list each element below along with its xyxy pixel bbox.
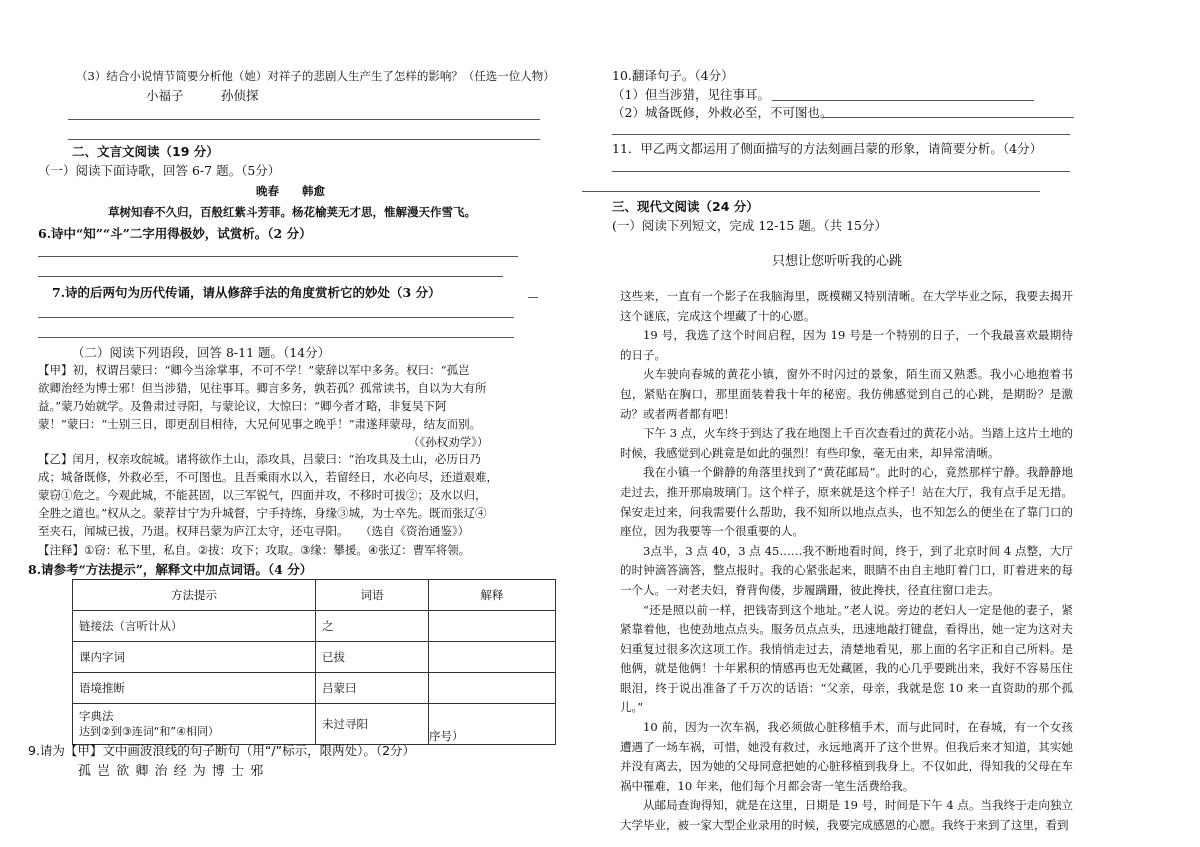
method-detail: 达到②到③连词“和”④相同） xyxy=(79,725,219,738)
answer-line[interactable] xyxy=(68,139,540,140)
section-3-intro: (一）阅读下列短文，完成 12-15 题。（共 15分） xyxy=(612,218,887,233)
table-header-word: 词语 xyxy=(316,580,429,611)
story-body xyxy=(620,287,1073,836)
story-paragraph: 下午 3 点，火车终于到达了我在地图上千百次查看过的黄花小站。当踏上这片土地的时候，我感觉到心跳竟是如此的强烈！有些印象，毫无由来，却异常清晰。 xyxy=(620,426,1073,460)
part-1-intro: （一）阅读下面诗歌，回答 6-7 题。（5分） xyxy=(38,163,281,178)
story-paragraph: 19 号，我选了这个时间启程，因为 19 号是一个特别的日子，一个我最喜欢最期待的日子。 xyxy=(620,328,1073,362)
option-name-2: 孙侦探 xyxy=(221,88,259,103)
left-column xyxy=(28,0,558,847)
part-2-intro: （二）阅读下列语段，回答 8-11 题。（14分） xyxy=(72,345,331,360)
passage-line: 全胜之道也。”权从之。蒙荐甘宁为升城督，宁手持练，身缘③城，为士卒先。既而张辽④ xyxy=(38,506,487,520)
story-paragraph: 10 前，因为一次车祸，我必须做心脏移植手术，而与此同时，在春城，有一个女孩遭遇了一场车祸，可惜，她没有救过，永远地离开了这个世界。但我后来才知道，其实她并没有离去，因为她的父母同意把她的心脏移植到我身上。不仅如此，得知我的父母在车祸中罹难，10 年来，他们每个月都会寄一笔生活费给我。 xyxy=(620,720,1073,793)
table-header-answer: 解释 xyxy=(429,580,556,611)
table-header-method: 方法提示 xyxy=(73,580,316,611)
story-paragraph: “还是照以前一样，把钱寄到这个地址。”老人说。旁边的老妇人一定是他的妻子，紧紧靠着他，也使劲地点点头。服务员点点头，迅速地敲打键盘，看得出，她一定为这对夫妇重复过很多次这项工作。我悄悄走过去，清楚地看见，那上面的名字正和自己所料。是他俩，就是他俩！十年累积的情感再也无处藏匿，我的心几乎要跳出来，我好不容易压住眼泪，终于说出准备了千万次的话语：“父亲，母亲，我就是您 10 来一直资助的那个孤儿。” xyxy=(620,602,1073,715)
passage-line: 【乙】闰月，权亲攻皖城。诸将欲作土山，添攻具，吕蒙曰：“治攻具及土山，必历日乃 xyxy=(38,452,481,466)
table-row xyxy=(73,642,556,673)
passage-source: （《孙权劝学》） xyxy=(408,435,489,449)
answer-line[interactable] xyxy=(582,191,1040,192)
table-row xyxy=(73,611,556,642)
passage-line: 欲卿治经为博士邪！但当涉猎，见往事耳。卿言多务，孰若孤？孤常读书，自以为大有所 xyxy=(38,381,487,395)
word-cell: 已拔 xyxy=(316,642,429,673)
section-3-title: 三、现代文阅读（24 分） xyxy=(612,199,759,214)
method-cell: 链接法（言听计从） xyxy=(73,611,316,642)
word-cell: 之 xyxy=(316,611,429,642)
story-paragraph: 这些来，一直有一个影子在我脑海里，既模糊又特别清晰。在大学毕业之际，我要去揭开这个谜底，完成这个埋藏了十的心愿。 xyxy=(620,289,1073,323)
question-6: 6.诗中“知”“斗”二字用得极妙，试赏析。（2 分） xyxy=(38,226,312,241)
annotations: 【注释】①窃：私下里，私自。②拔：攻下；攻取。③缘：攀援。④张辽：曹军将领。 xyxy=(38,543,471,557)
option-name-1: 小福子 xyxy=(146,88,184,103)
answer-line[interactable] xyxy=(528,297,538,298)
method-cell xyxy=(73,704,316,745)
story-title: 只想让您听听我的心跳 xyxy=(772,254,903,269)
answer-line[interactable] xyxy=(822,117,1074,118)
method-table xyxy=(72,579,556,745)
answer-cell[interactable] xyxy=(429,642,556,673)
passage-line: 至夹石，闻城已拔，乃退。权拜吕蒙为庐江太守，还屯寻阳。 （选自《资治通鉴》） xyxy=(38,524,470,538)
passage-line: 成；城备既修，外救必至，不可图也。且吾乘雨水以入，若留经日，水必向尽，还道艰难， xyxy=(38,470,498,484)
question-9: 9.请为【甲】文中画波浪线的句子断句（用“/”标示，限两处）。（2分） xyxy=(28,743,416,758)
answer-line[interactable] xyxy=(68,119,540,120)
right-column xyxy=(582,0,1082,847)
passage-line: 益。”蒙乃始就学。及鲁肃过寻阳，与蒙论议，大惊曰：“卿今者才略，非复吴下阿 xyxy=(38,399,447,413)
section-2-title: 二、文言文阅读（19 分） xyxy=(72,144,219,159)
question-3-prompt: （3）结合小说情节简要分析他（她）对祥子的悲剧人生产生了怎样的影响？（任选一位人物） xyxy=(76,69,555,83)
word-cell: 未过寻阳 xyxy=(316,704,429,745)
question-10-2: （2）城备既修，外救必至，不可图也。 xyxy=(612,105,833,120)
method-cell: 课内字词 xyxy=(73,642,316,673)
word-cell: 吕蒙曰 xyxy=(316,673,429,704)
question-9-sentence: 孤 岂 欲 卿 治 经 为 博 士 邪 xyxy=(78,764,265,779)
answer-cell[interactable] xyxy=(429,673,556,704)
answer-line[interactable] xyxy=(612,134,1070,135)
passage-line: 蒙窃①危之。今观此城，不能甚固，以三军锐气，四面并攻，不移时可拔②；及水以归， xyxy=(38,488,487,502)
story-paragraph: 火车驶向春城的黄花小镇，窗外不时闪过的景象，陌生而又熟悉。我小心地抱着书包，紧贴在胸口，那里面装着我十年的秘密。我仿佛感觉到自己的心跳，是期盼？是激动？或者两者都有吧！ xyxy=(620,367,1073,421)
question-10-1: （1）但当涉猎，见往事耳。 xyxy=(612,87,770,102)
question-7: 7.诗的后两句为历代传诵，请从修辞手法的角度赏析它的妙处（3 分） xyxy=(52,285,441,300)
story-paragraph: 我在小镇一个僻静的角落里找到了“黄花邮局”。此时的心，竟然那样宁静。我静静地走过去，推开那扇玻璃门。这个样子，原来就是这个样子！站在大厅，我有点手足无措。保安走过来，问我需要什么帮助，我不知所以地点点头，也不知怎么的便坐在了靠门口的座位，因为我要等一个很重要的人。 xyxy=(620,465,1073,539)
method-cell: 语境推断 xyxy=(73,673,316,704)
table-row xyxy=(73,704,556,745)
poem-title: 晚春 韩愈 xyxy=(256,184,325,198)
poem-text: 草树知春不久归，百般红紫斗芳菲。杨花榆荚无才思，惟解漫天作雪飞。 xyxy=(108,205,476,219)
answer-line[interactable] xyxy=(38,276,503,277)
passage-line: 蒙！”蒙曰：“士别三日，即更刮目相待，大兄何见事之晚乎！”肃遂拜蒙母，结友而别。 xyxy=(38,417,482,431)
story-paragraph: 从邮局查询得知，就是在这里，日期是 19 号，时间是下午 4 点。当我终于走向独立大学毕业，被一家大型企业录用的时候，我要完成感恩的心愿。我终于来到了这里，看到 xyxy=(620,798,1073,833)
answer-line[interactable] xyxy=(612,171,1070,172)
answer-line[interactable] xyxy=(38,317,514,318)
answer-line[interactable] xyxy=(38,337,514,338)
story-paragraph: 3点半，3 点 40，3 点 45……我不断地看时间，终于，到了北京时间 4 点整，大厅的时钟滴答滴答，整点报时。我的心紧张起来，眼睛不由自主地盯着门口，盯着进来的每一个人。一对老夫妇，脊背佝偻，步履蹒跚，彼此搀扶，径直往窗口走去。 xyxy=(620,543,1073,597)
question-8: 8.请参考“方法提示”，解释文中加点词语。（4 分） xyxy=(28,562,313,577)
table-row xyxy=(73,673,556,704)
question-11: 11．甲乙两文都运用了侧面描写的方法刻画吕蒙的形象，请简要分析。（4分） xyxy=(612,141,1043,156)
answer-cell[interactable]: 序号） xyxy=(429,704,556,745)
answer-cell[interactable] xyxy=(429,611,556,642)
answer-line[interactable] xyxy=(772,100,1034,101)
question-10: 10.翻译句子。（4分） xyxy=(612,68,734,83)
answer-line[interactable] xyxy=(38,256,518,257)
passage-line: 【甲】初，权谓吕蒙曰：“卿今当涂掌事，不可不学！”蒙辞以军中多务。权曰：“孤岂 xyxy=(38,363,470,377)
method-label: 字典法 xyxy=(79,709,114,723)
